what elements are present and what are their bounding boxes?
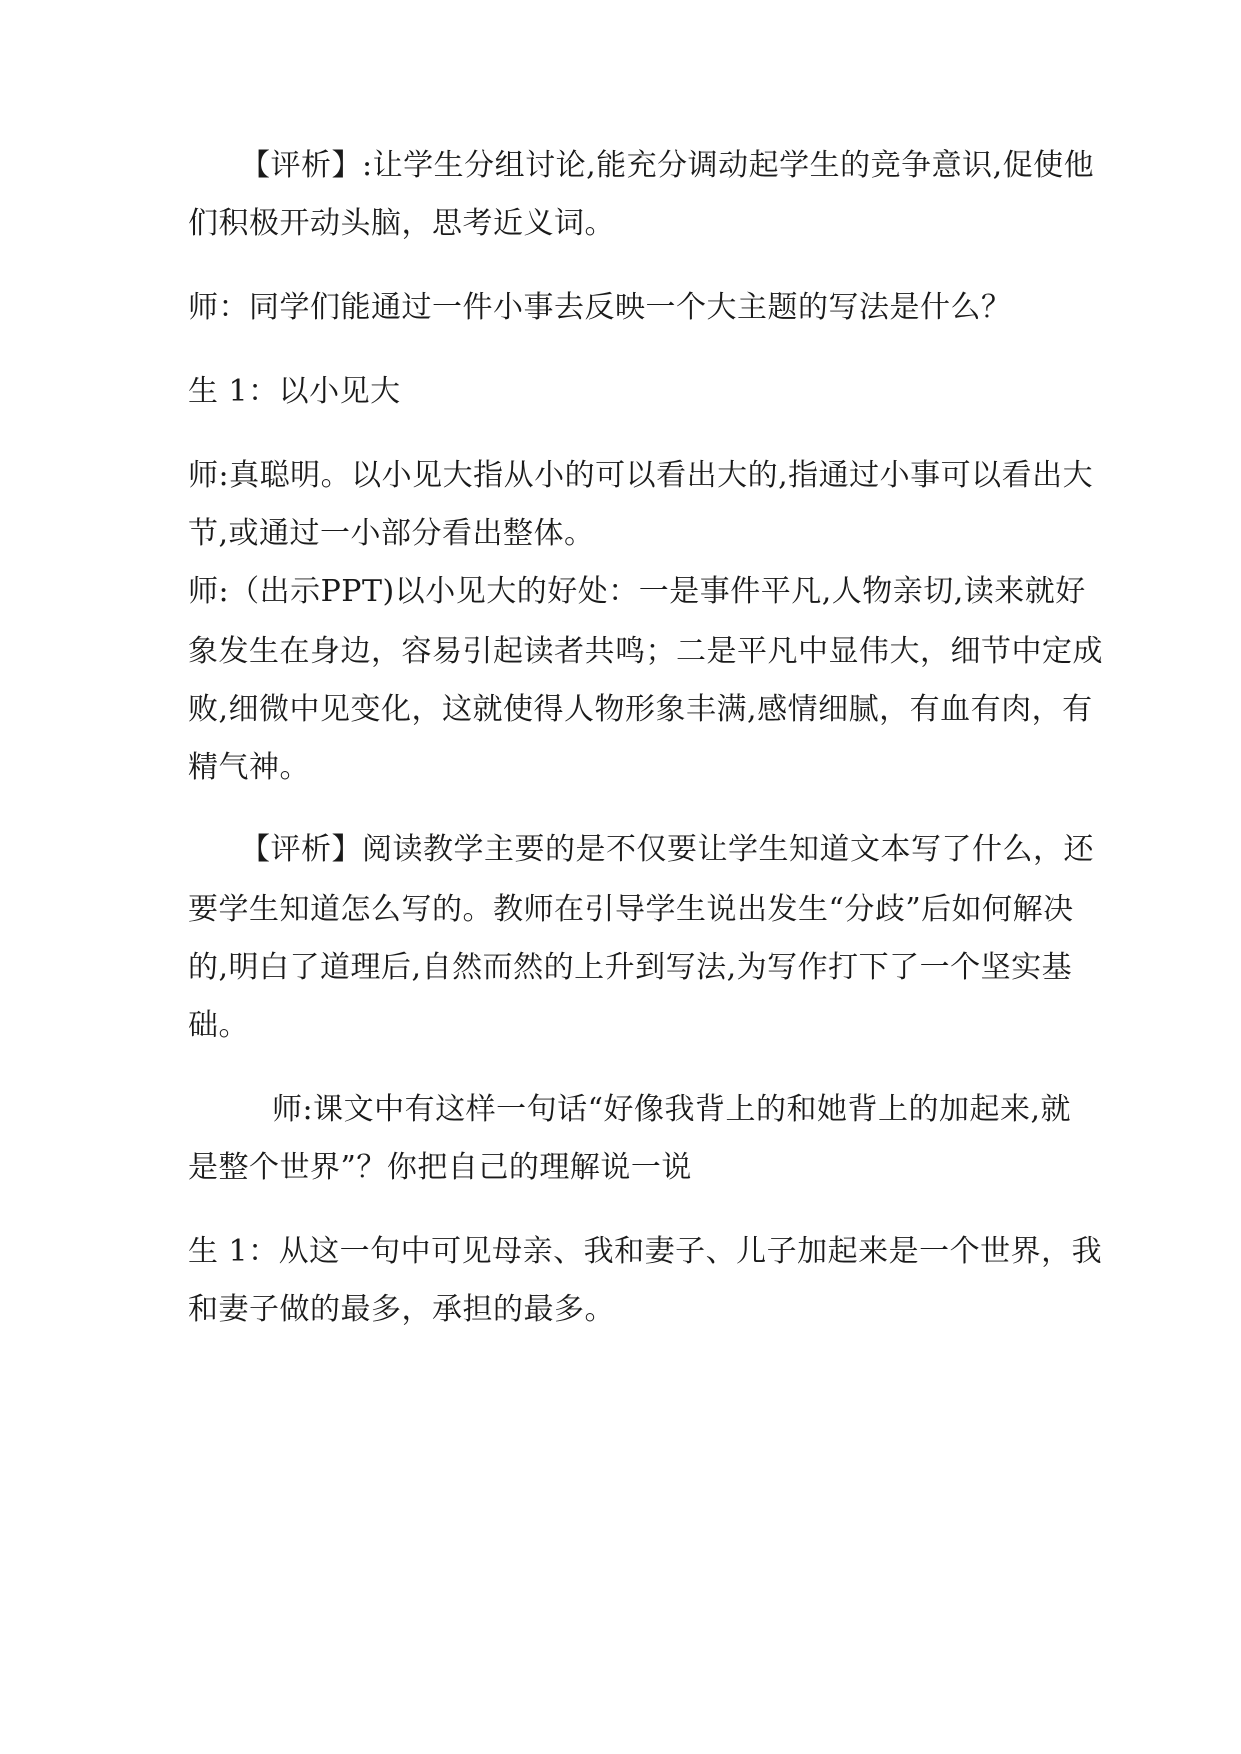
student-line: 和妻子做的最多，承担的最多。 xyxy=(188,1292,615,1327)
student-line: 生 1：从这一句中可见母亲、我和妻子、儿子加起来是一个世界，我 xyxy=(188,1234,1103,1269)
comment-line: 要学生知道怎么写的。教师在引导学生说出发生“分歧”后如何解决 xyxy=(188,892,1074,927)
comment-line: 【评析】:让学生分组讨论,能充分调动起学生的竞争意识,促使他 xyxy=(240,148,1095,183)
teacher-line: 败,细微中见变化，这就使得人物形象丰满,感情细腻，有血有肉，有 xyxy=(188,692,1093,727)
comment-line: 础。 xyxy=(188,1008,249,1043)
teacher-line: 精气神。 xyxy=(188,750,310,785)
comment-line: 们积极开动头脑，思考近义词。 xyxy=(188,206,615,241)
teacher-line: 象发生在身边，容易引起读者共鸣；二是平凡中显伟大，细节中定成 xyxy=(188,634,1103,669)
teacher-line: 师：同学们能通过一件小事去反映一个大主题的写法是什么？ xyxy=(188,290,1012,325)
teacher-line: 节,或通过一小部分看出整体。 xyxy=(188,516,595,551)
teacher-line: 师:（出示PPT)以小见大的好处：一是事件平凡,人物亲切,读来就好 xyxy=(188,574,1086,609)
comment-line: 的,明白了道理后,自然而然的上升到写法,为写作打下了一个坚实基 xyxy=(188,950,1073,985)
teacher-line: 师:真聪明。以小见大指从小的可以看出大的,指通过小事可以看出大 xyxy=(188,458,1094,493)
student-line: 生 1：以小见大 xyxy=(188,374,401,409)
teacher-line: 是整个世界”？你把自己的理解说一说 xyxy=(188,1150,692,1185)
teacher-line: 师:课文中有这样一句话“好像我背上的和她背上的加起来,就 xyxy=(272,1092,1071,1127)
comment-line: 【评析】阅读教学主要的是不仅要让学生知道文本写了什么，还 xyxy=(240,832,1094,867)
